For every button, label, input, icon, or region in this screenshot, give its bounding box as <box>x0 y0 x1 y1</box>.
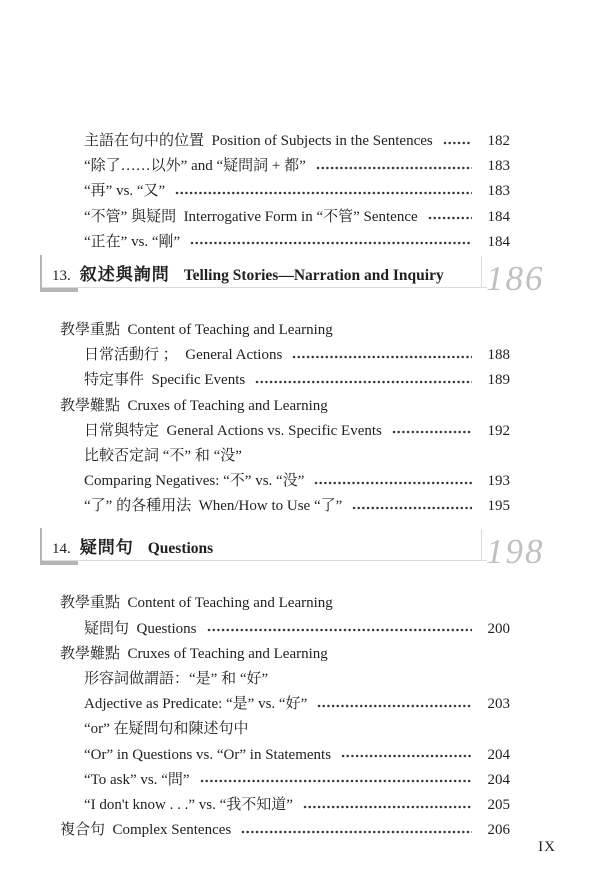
toc-entry-page: 184 <box>487 208 510 225</box>
dot-leader <box>317 703 472 709</box>
toc-entry-page: 206 <box>487 822 510 839</box>
toc-entry <box>84 494 600 519</box>
toc-entry-text: “了” 的各種用法 When/How to Use “了” <box>84 498 343 515</box>
toc-entry-text: 形容詞做謂語：“是” 和 “好” <box>84 671 269 687</box>
section-bracket-horizontal <box>40 288 78 292</box>
section-baseline-rule <box>42 560 487 561</box>
section-heading <box>0 255 600 298</box>
toc-entry-text: 教學重點 Content of Teaching and Learning <box>60 321 333 338</box>
toc-entry-page: 204 <box>487 771 510 788</box>
section-number: 14. <box>52 541 71 558</box>
dot-leader <box>303 804 472 810</box>
section-entries <box>0 318 600 520</box>
dot-leader <box>292 354 472 360</box>
toc-entry-text: 日常與特定 General Actions vs. Specific Events <box>84 422 382 439</box>
dot-leader <box>428 215 472 221</box>
toc-entry <box>84 179 600 204</box>
toc-entry <box>60 642 600 667</box>
toc-entry-page: 189 <box>487 372 510 389</box>
toc-entry <box>60 394 600 419</box>
dot-leader <box>392 429 472 435</box>
section-number-divider <box>481 256 482 287</box>
toc-entry-text: 特定事件 Specific Events <box>84 372 246 389</box>
toc-entry-text: 教學難點 Cruxes of Teaching and Learning <box>60 397 328 414</box>
toc-entry <box>84 205 600 230</box>
section-title-en: Telling Stories—Narration and Inquiry <box>183 266 444 284</box>
section-heading <box>0 528 600 572</box>
toc-entry-text: 日常活動行 ； General Actions <box>84 347 283 364</box>
toc-entry-text: 教學難點 Cruxes of Teaching and Learning <box>60 645 328 662</box>
toc-entry-page: 183 <box>487 183 510 200</box>
toc-entry <box>84 230 600 255</box>
toc-entry <box>84 469 600 494</box>
toc-entry <box>84 692 600 717</box>
section-number-divider <box>481 529 482 560</box>
toc-entry-page: 205 <box>487 796 510 813</box>
toc-entry-text: Adjective as Predicate: “是” vs. “好” <box>84 696 308 713</box>
toc-entry-page: 192 <box>487 422 510 439</box>
dot-leader <box>175 190 472 196</box>
toc-entry <box>60 318 600 343</box>
section-bracket-horizontal <box>40 561 78 565</box>
sections <box>0 255 600 843</box>
toc-entry-page: 184 <box>487 233 510 250</box>
section-page-number: 186 <box>486 258 545 298</box>
toc-entry-page: 188 <box>487 347 510 364</box>
toc-entry-page: 183 <box>487 158 510 175</box>
dot-leader <box>241 829 472 835</box>
toc-entry-page: 182 <box>487 133 510 149</box>
toc-entry-text: Comparing Negatives: “不” vs. “没” <box>84 473 305 490</box>
section-title-line <box>52 260 444 285</box>
toc-entry-page: 193 <box>487 473 510 490</box>
toc-entry-text: 比較否定詞 “不” 和 “没” <box>84 447 242 464</box>
toc-entry <box>84 343 600 368</box>
toc-entry-page: 204 <box>487 746 510 763</box>
toc-entry <box>84 368 600 393</box>
dot-leader <box>190 240 472 246</box>
toc-entry-text: 主語在句中的位置 Position of Subjects in the Sentences <box>84 133 433 149</box>
dot-leader <box>255 379 472 385</box>
page-number-roman: IX <box>538 839 556 855</box>
toc-entry-text: “再” vs. “又” <box>84 183 166 200</box>
dot-leader <box>314 480 472 486</box>
toc-entry <box>84 444 600 469</box>
toc-entry-text: “不管” 與疑問 Interrogative Form in “不管” Sentence <box>84 208 418 225</box>
toc-entry-page: 200 <box>487 620 510 637</box>
section-entries <box>0 591 600 843</box>
toc-entry-text: 教學重點 Content of Teaching and Learning <box>60 595 333 612</box>
dot-leader <box>443 140 472 146</box>
toc-entry-text: 疑問句 Questions <box>84 620 197 637</box>
toc-entry-text: 複合句 Complex Sentences <box>60 822 232 839</box>
toc-entry <box>84 768 600 793</box>
leading-entries <box>0 129 600 255</box>
toc-entry <box>60 818 600 843</box>
toc-entry-text: “or” 在疑問句和陳述句中 <box>84 721 249 738</box>
section-baseline-rule <box>42 287 487 288</box>
section-title-zh: 疑問句 <box>79 538 134 558</box>
section-page-number: 198 <box>486 532 545 572</box>
dot-leader <box>207 627 472 633</box>
section-number: 13. <box>52 267 71 284</box>
toc-entry-page: 195 <box>487 498 510 515</box>
toc-entry-text: “To ask” vs. “問” <box>84 771 190 788</box>
dot-leader <box>200 778 472 784</box>
section-title-zh: 叙述與詢問 <box>79 264 170 284</box>
toc-entry <box>84 617 600 642</box>
toc-entry-text: “除了……以外” and “疑問詞 + 都” <box>84 158 306 175</box>
dot-leader <box>316 165 472 171</box>
section-title-line <box>52 533 213 558</box>
toc-entry <box>84 154 600 179</box>
dot-leader <box>352 505 472 511</box>
toc-entry <box>60 591 600 616</box>
toc-entry <box>84 667 600 692</box>
toc-entry-page: 203 <box>487 696 510 713</box>
toc-entry <box>84 717 600 742</box>
toc-entry-text: “I don't know . . .” vs. “我不知道” <box>84 796 293 813</box>
dot-leader <box>341 753 472 759</box>
toc-entry <box>84 743 600 768</box>
toc-entry-text: “正在” vs. “剛” <box>84 233 181 250</box>
toc-entry <box>84 129 600 154</box>
toc-entry-text: “Or” in Questions vs. “Or” in Statements <box>84 746 332 763</box>
toc-entry <box>84 793 600 818</box>
section-title-en: Questions <box>147 540 214 558</box>
toc-entry <box>84 419 600 444</box>
